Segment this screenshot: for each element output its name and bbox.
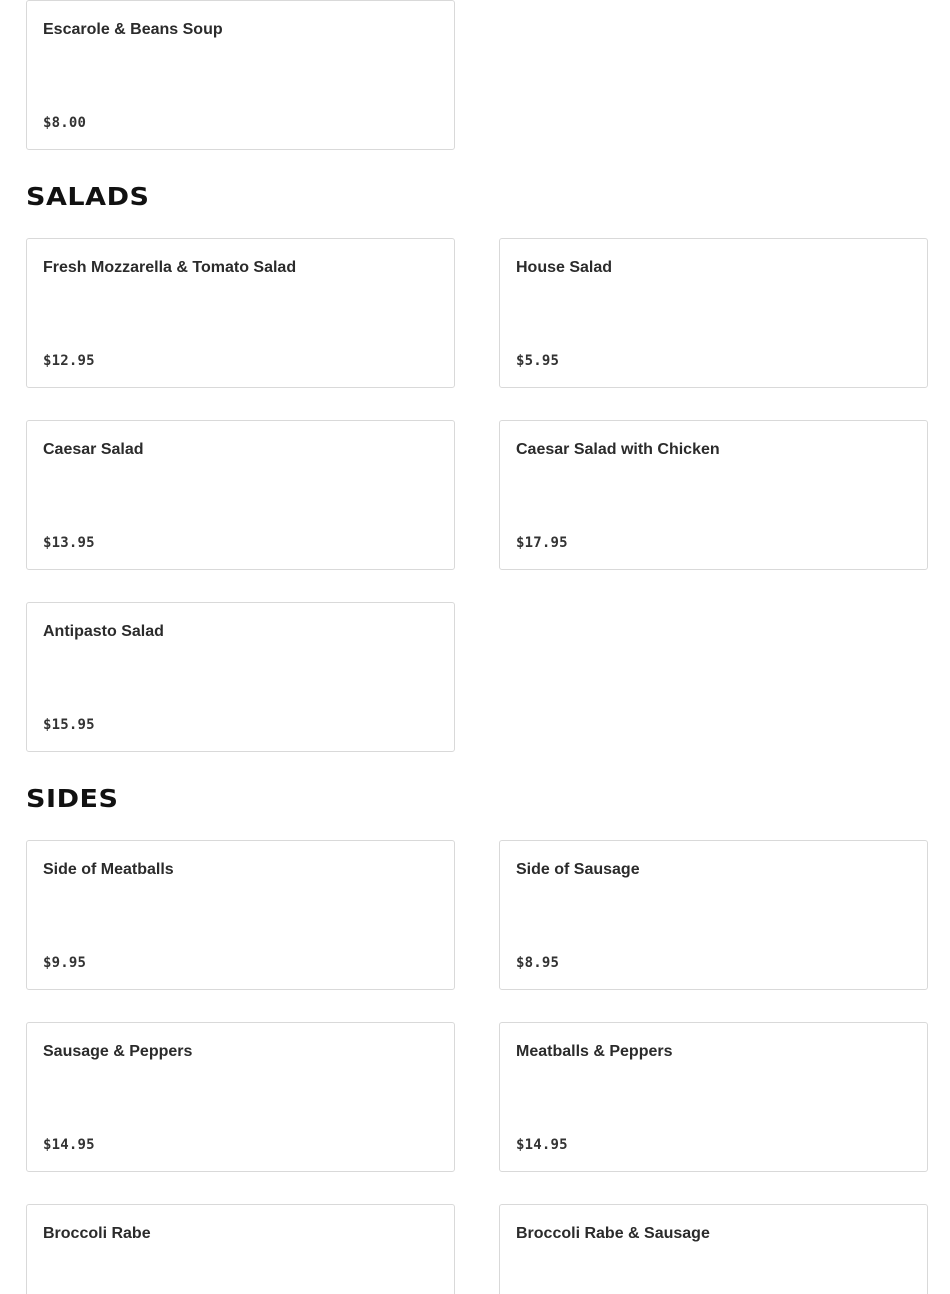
menu-item-name: Fresh Mozzarella & Tomato Salad — [43, 259, 297, 276]
menu-item-price: $8.00 — [43, 115, 87, 131]
menu-item-price: $12.95 — [43, 353, 95, 369]
menu-item-price: $5.95 — [516, 353, 560, 369]
menu-item-card[interactable] — [26, 1204, 455, 1294]
menu-item-name: Broccoli Rabe & Sausage — [516, 1225, 710, 1242]
menu-item-price: $8.95 — [516, 955, 560, 971]
menu-item-name: Side of Sausage — [516, 861, 640, 878]
menu-item-card[interactable] — [26, 0, 455, 150]
menu-item-name: Caesar Salad with Chicken — [516, 441, 720, 458]
menu-item-card[interactable] — [499, 1022, 928, 1172]
menu-item-card[interactable] — [499, 420, 928, 570]
menu-item-name: Meatballs & Peppers — [516, 1043, 673, 1060]
menu-item-name: House Salad — [516, 259, 613, 276]
menu-item-card[interactable] — [26, 840, 455, 990]
section-title-salads: SALADS — [26, 182, 150, 211]
menu-item-card[interactable] — [499, 1204, 928, 1294]
menu-item-card[interactable] — [499, 238, 928, 388]
menu-item-name: Antipasto Salad — [43, 623, 164, 640]
section-title-sides: SIDES — [26, 784, 119, 813]
menu-item-price: $15.95 — [43, 717, 95, 733]
menu-item-card[interactable] — [26, 238, 455, 388]
menu-item-card[interactable] — [26, 602, 455, 752]
menu-item-price: $14.95 — [43, 1137, 95, 1153]
menu-item-price: $13.95 — [43, 535, 95, 551]
menu-item-name: Side of Meatballs — [43, 861, 174, 878]
menu-item-name: Caesar Salad — [43, 441, 144, 458]
menu-item-name: Escarole & Beans Soup — [43, 21, 223, 38]
menu-item-name: Broccoli Rabe — [43, 1225, 151, 1242]
menu-item-price: $14.95 — [516, 1137, 568, 1153]
menu-item-price: $9.95 — [43, 955, 87, 971]
menu-item-name: Sausage & Peppers — [43, 1043, 193, 1060]
menu-item-card[interactable] — [26, 420, 455, 570]
menu-item-price: $17.95 — [516, 535, 568, 551]
menu-item-card[interactable] — [26, 1022, 455, 1172]
menu-item-card[interactable] — [499, 840, 928, 990]
